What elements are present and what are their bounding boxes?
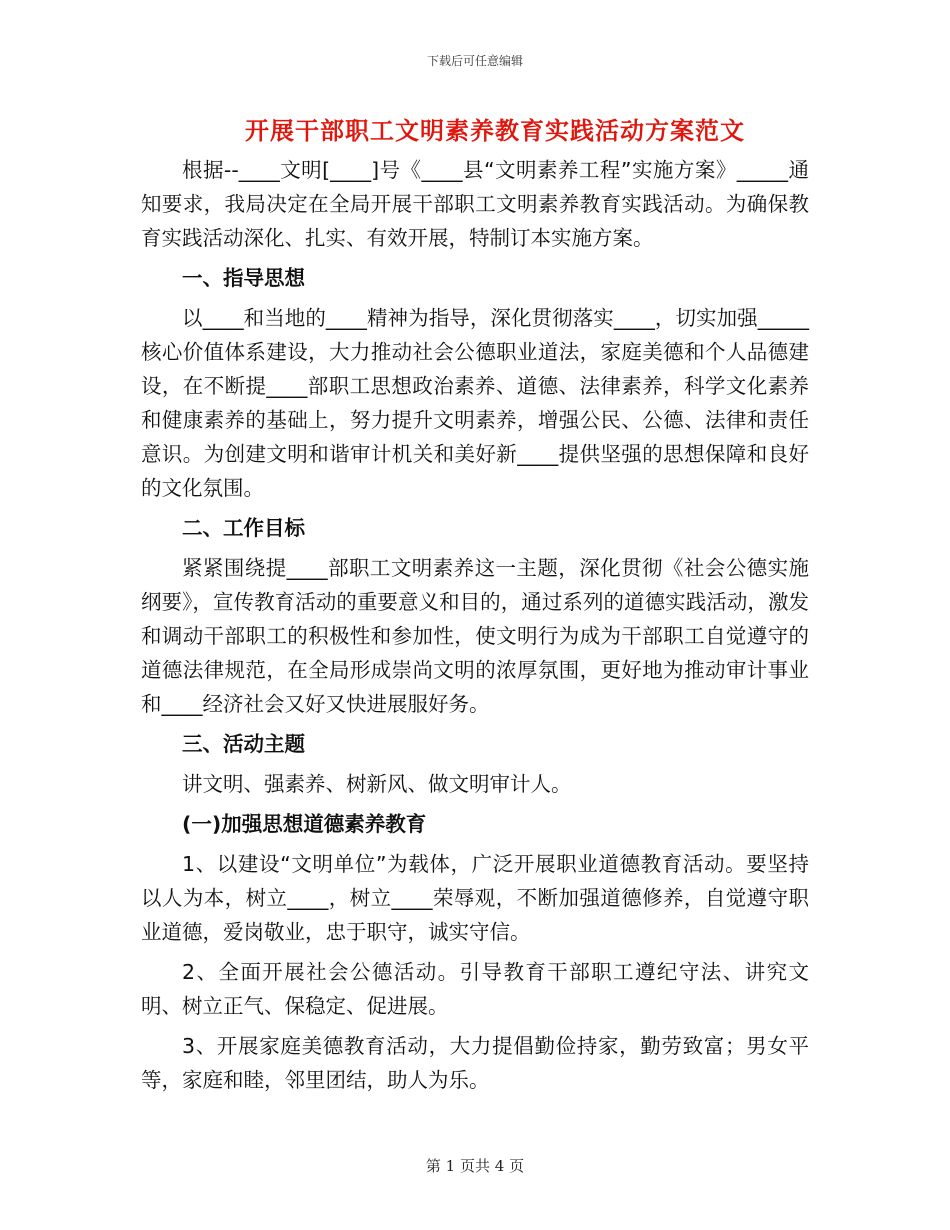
work-goals-paragraph: 紧紧围绕提____部职工文明素养这一主题，深化贯彻《社会公德实施纲要》，宣传教育活动的重要意义和目的，通过系列的道德实践活动，激发和调动干部职工的积极性和参加性，使文明行为成为干部职工自觉遵守的道德法律规范，在全局形成崇尚文明的浓厚氛围，更好地为推动审计事业和____经济社会又好又快进展服好务。 [141, 556, 809, 716]
document-title: 开展干部职工文明素养教育实践活动方案范文 [245, 117, 745, 145]
subsection-heading-moral-education: (一)加强思想道德素养教育 [182, 812, 427, 836]
guiding-ideology-paragraph: 以____和当地的____精神为指导，深化贯彻落实____，切实加强_____核心价值体系建设，大力推动社会公德职业道法，家庭美德和个人品德建设，在不断提____部职工思想政治素养、道德、法律素养，科学文化素养和健康素养的基础上，努力提升文明素养，增强公民、公德、法律和责任意识。为创建文明和谐审计机关和美好新____提供坚强的思想保障和良好的文化氛围。 [141, 306, 809, 500]
page-number: 第 1 页共 4 页 [425, 1157, 525, 1175]
list-item-2: 2、全面开展社会公德活动。引导教育干部职工遵纪守法、讲究文明、树立正气、保稳定、促进展。 [141, 960, 809, 1018]
section-heading-work-goals: 二、工作目标 [182, 516, 305, 540]
section-heading-activity-theme: 三、活动主题 [182, 732, 305, 756]
section-heading-guiding-ideology: 一、指导思想 [182, 266, 305, 290]
document-body [141, 153, 809, 1097]
intro-paragraph: 根据--____文明[____]号《____县“文明素养工程”实施方案》_____通知要求，我局决定在全局开展干部职工文明素养教育实践活动。为确保教育实践活动深化、扎实、有效开展，特制订本实施方案。 [141, 158, 809, 250]
list-item-3: 3、开展家庭美德教育活动，大力提倡勤俭持家，勤劳致富；男女平等，家庭和睦，邻里团结，助人为乐。 [141, 1034, 809, 1092]
download-note: 下载后可任意编辑 [426, 54, 523, 68]
activity-theme-paragraph: 讲文明、强素养、树新风、做文明审计人。 [182, 772, 572, 796]
list-item-1: 1、以建设“文明单位”为载体，广泛开展职业道德教育活动。要坚持以人为本，树立____，树立____荣辱观，不断加强道德修养，自觉遵守职业道德，爱岗敬业，忠于职守，诚实守信。 [141, 852, 809, 944]
